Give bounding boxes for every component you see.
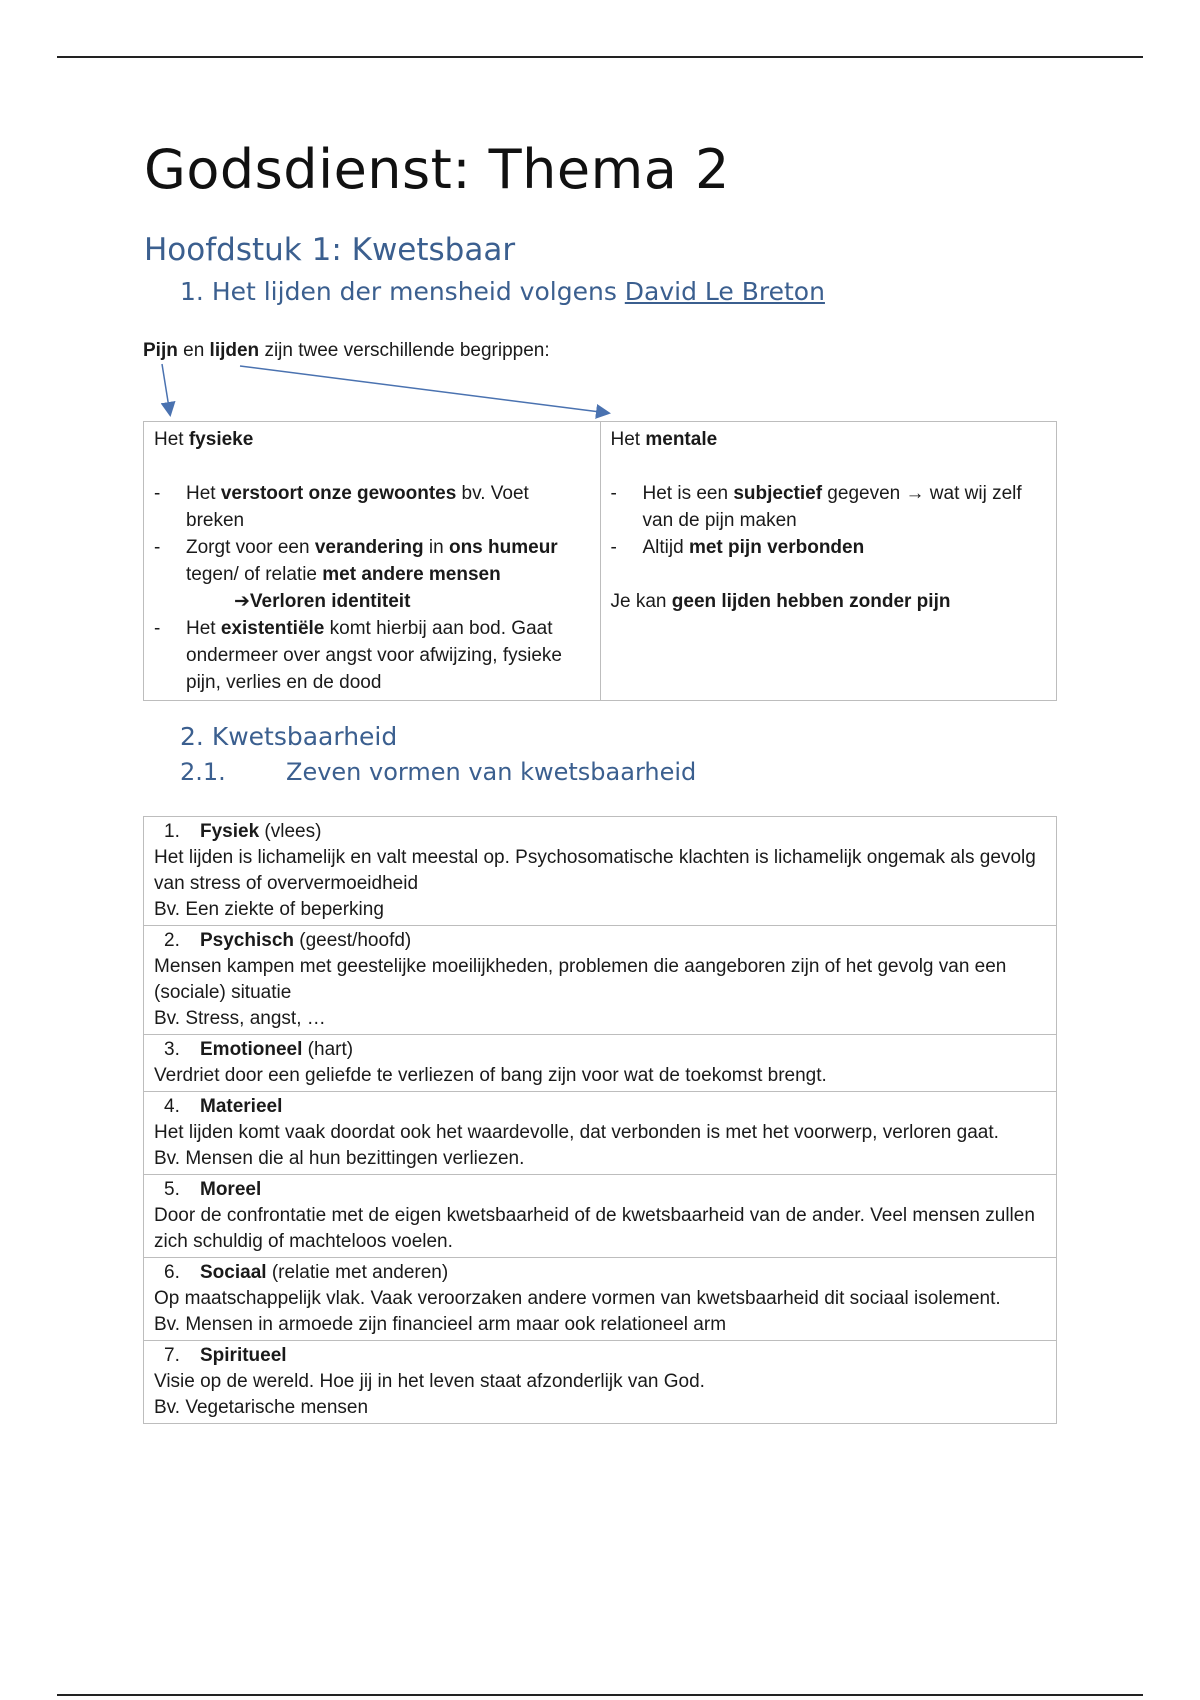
intro-sentence — [143, 340, 550, 362]
mentale-list — [611, 480, 1047, 561]
intro-arrows — [0, 0, 1200, 430]
intro-conj: en — [183, 340, 205, 361]
arrow-to-fysieke — [162, 364, 170, 414]
form-row-5: 5. Moreel Door de confrontatie met de eigen kwetsbaarheid of de kwetsbaarheid van de ander. Veel mensen zullen zich schuldig of machteloos voelen. — [144, 1175, 1057, 1258]
list-item: - Altijd met pijn verbonden — [611, 534, 1047, 561]
mentale-cell — [600, 422, 1057, 701]
david-le-breton-link[interactable]: David Le Breton — [624, 277, 825, 306]
list-item: - Het existentiële komt hierbij aan bod. Gaat ondermeer over angst voor afwijzing, fysieke pijn, verlies en de dood — [154, 615, 590, 696]
arrow-right-icon: → — [905, 483, 925, 504]
mentale-heading — [611, 426, 1047, 453]
section-2-heading — [180, 722, 397, 751]
mentale-heading-prefix: Het — [610, 429, 641, 450]
form-row-3: 3. Emotioneel (hart) Verdriet door een geliefde te verliezen of bang zijn voor wat de toekomst brengt. — [144, 1035, 1057, 1092]
form-row-1: 1. Fysiek (vlees) Het lijden is lichamelijk en valt meestal op. Psychosomatische klachten is lichamelijk ongemak als gevolg van stress of oververmoeidheid Bv. Een ziekte of beperking — [144, 817, 1057, 926]
section-1-number: 1. — [180, 277, 204, 306]
arrow-right-icon: ➔ — [234, 591, 250, 612]
fysieke-cell — [144, 422, 601, 701]
section-2-number: 2. — [180, 722, 204, 751]
intro-term-pijn: Pijn — [143, 340, 178, 361]
sub-item-verloren-identiteit: ➔Verloren identiteit — [234, 591, 411, 612]
fysieke-heading-bold: fysieke — [188, 429, 254, 450]
section-2-1-heading — [180, 758, 696, 786]
fysieke-heading-prefix: Het — [154, 429, 184, 450]
list-item: - Het verstoort onze gewoontes bv. Voet breken — [154, 480, 590, 534]
section-1-heading — [180, 277, 825, 306]
form-row-2: 2. Psychisch (geest/hoofd) Mensen kampen met geestelijke moeilijkheden, problemen die aangeboren zijn of het gevolg van een (sociale) situatie Bv. Stress, angst, … — [144, 926, 1057, 1035]
bottom-rule — [57, 1694, 1143, 1696]
fysieke-list — [154, 480, 590, 696]
section-2-text: Kwetsbaarheid — [211, 722, 398, 751]
vulnerability-forms-table — [143, 816, 1057, 1424]
intro-term-lijden: lijden — [209, 340, 260, 361]
fysieke-heading — [154, 426, 590, 453]
arrow-to-mentale — [240, 366, 608, 413]
section-2-1-number: 2.1. — [180, 758, 226, 786]
document-title: Godsdienst: Thema 2 — [144, 138, 730, 201]
chapter-heading: Hoofdstuk 1: Kwetsbaar — [144, 232, 516, 268]
form-row-7: 7. Spiritueel Visie op de wereld. Hoe jij in het leven staat afzonderlijk van God. Bv. Vegetarische mensen — [144, 1341, 1057, 1424]
form-row-4: 4. Materieel Het lijden komt vaak doordat ook het waardevolle, dat verbonden is met het voorwerp, verloren gaat. Bv. Mensen die al hun bezittingen verliezen. — [144, 1092, 1057, 1175]
top-rule — [57, 56, 1143, 58]
mentale-heading-bold: mentale — [645, 429, 718, 450]
mentale-conclusion: Je kan geen lijden hebben zonder pijn — [610, 591, 951, 612]
section-1-text: Het lijden der mensheid volgens — [211, 277, 617, 306]
pain-suffering-table — [143, 421, 1057, 701]
intro-rest: zijn twee verschillende begrippen: — [264, 340, 550, 361]
list-item: - Het is een subjectief gegeven → wat wij zelf van de pijn maken — [611, 480, 1047, 534]
list-item: - Zorgt voor een verandering in ons humeur tegen/ of relatie met andere mensen ➔Verloren identiteit — [154, 534, 590, 615]
section-2-1-text: Zeven vormen van kwetsbaarheid — [286, 758, 697, 786]
form-row-6: 6. Sociaal (relatie met anderen) Op maatschappelijk vlak. Vaak veroorzaken andere vormen van kwetsbaarheid dit sociaal isolement. Bv. Mensen in armoede zijn financieel arm maar ook relationeel arm — [144, 1258, 1057, 1341]
